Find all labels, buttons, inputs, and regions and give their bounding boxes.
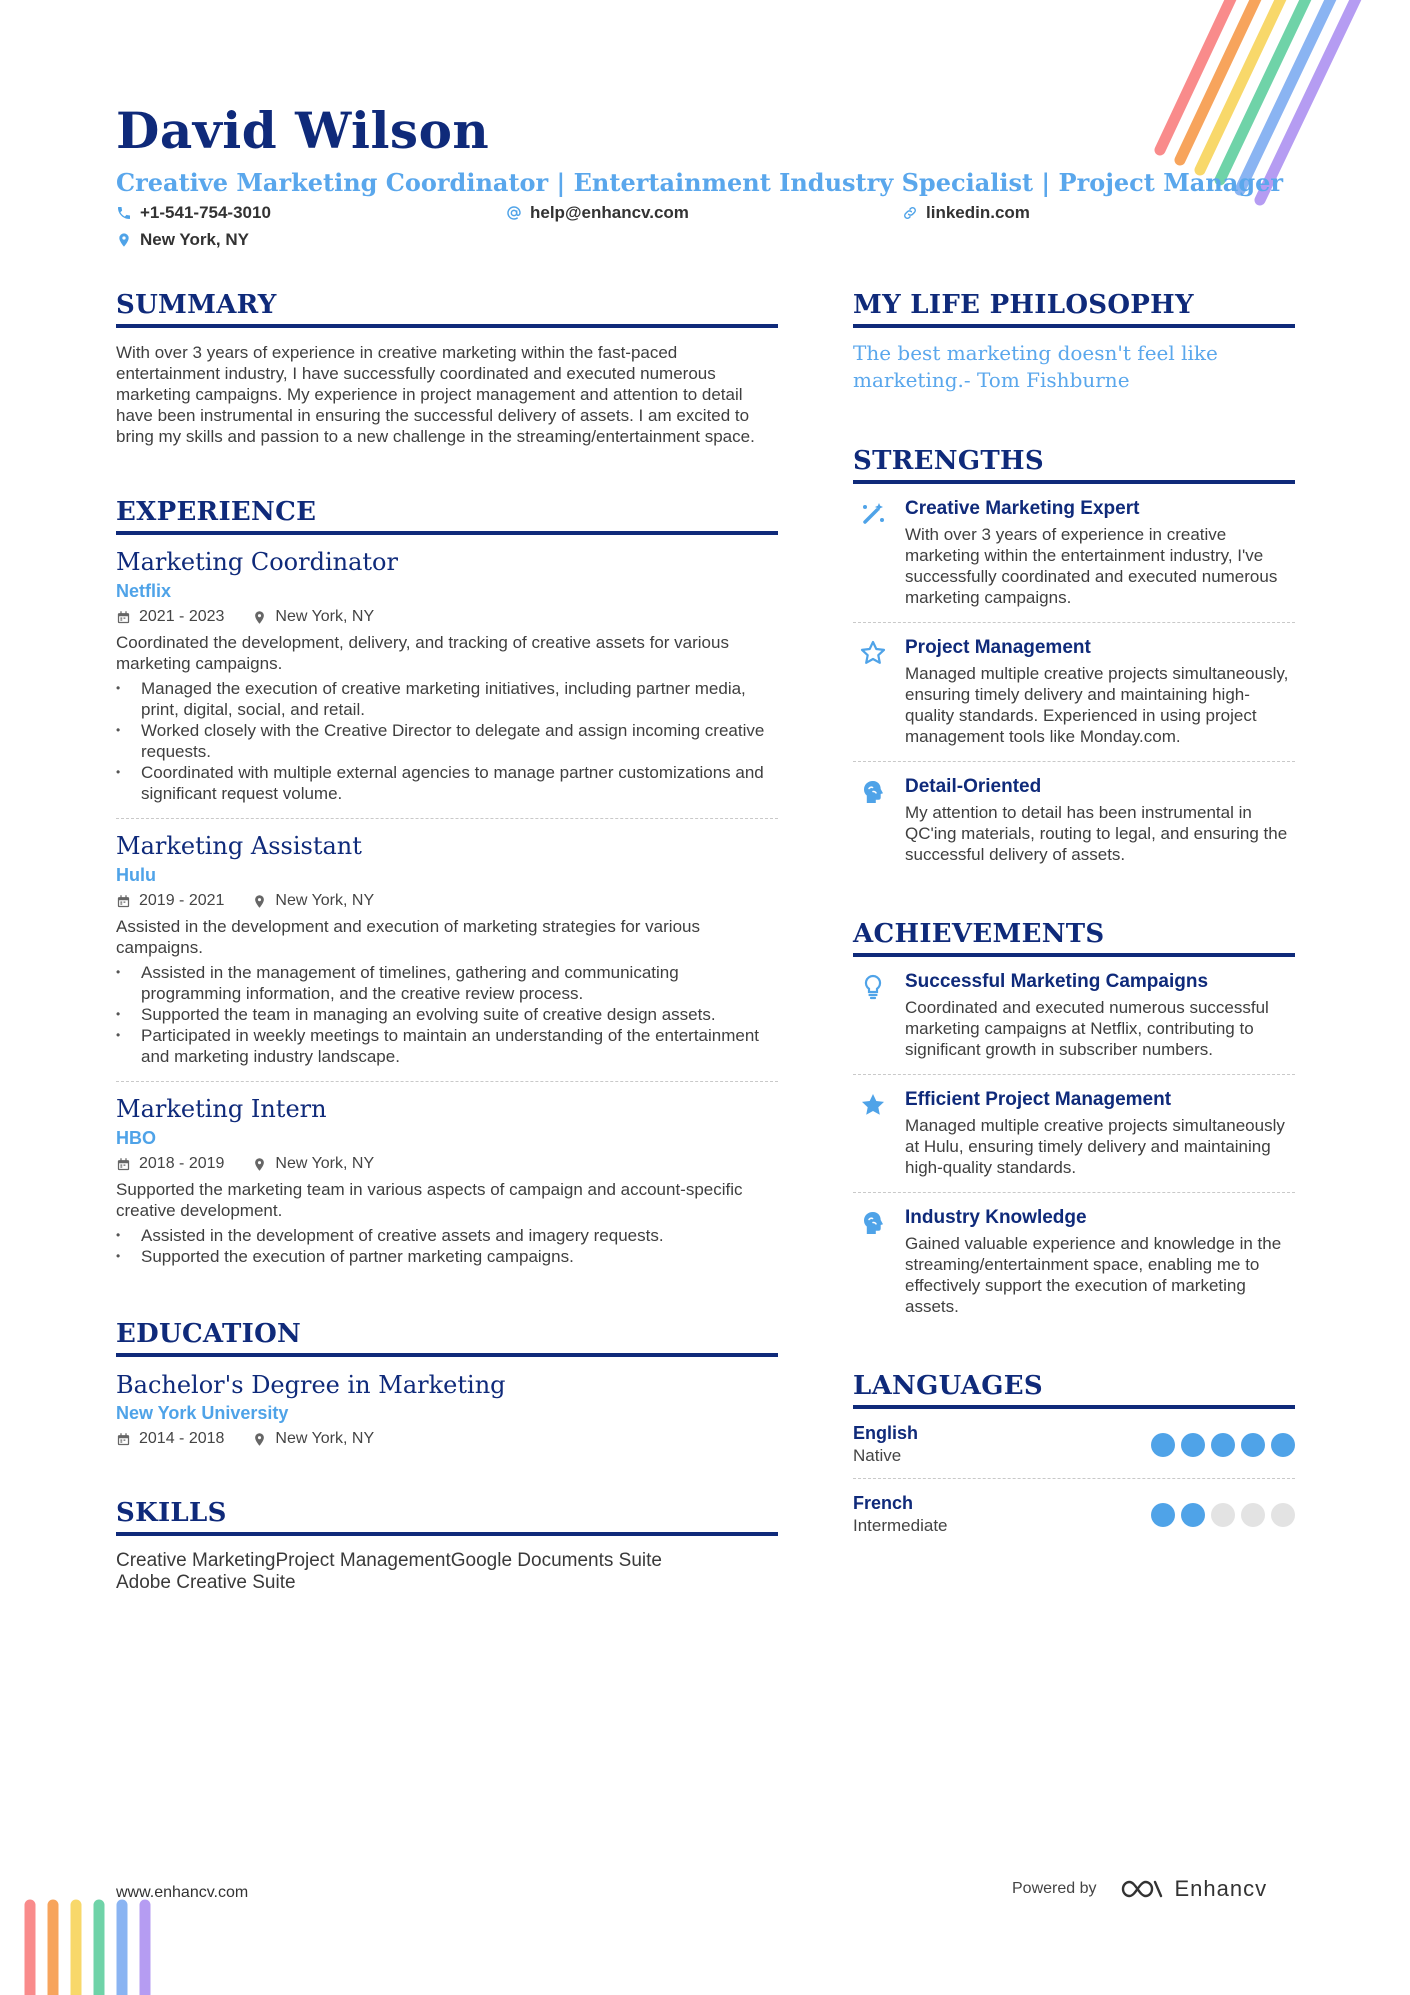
job-location: New York, NY bbox=[275, 608, 375, 625]
contact-phone[interactable] bbox=[116, 203, 271, 223]
link-icon bbox=[902, 205, 918, 221]
school-name: New York University bbox=[116, 1403, 289, 1423]
strength-title: Creative Marketing Expert bbox=[905, 498, 1140, 519]
strength-desc: My attention to detail has been instrumental in QC'ing materials, routing to legal, and ensuring the successful delivery of assets. bbox=[905, 803, 1288, 864]
strengths-section bbox=[853, 446, 1295, 879]
language-level: Intermediate bbox=[853, 1516, 948, 1535]
languages-heading: LANGUAGES bbox=[853, 1371, 1295, 1409]
job-bullets bbox=[116, 962, 778, 1067]
job-bullet: • Worked closely with the Creative Director to delegate and assign incoming creative requests. bbox=[116, 720, 778, 762]
strength-title: Detail-Oriented bbox=[905, 776, 1042, 797]
proficiency-dot-filled bbox=[1271, 1433, 1295, 1457]
job-description: Supported the marketing team in various aspects of campaign and account-specific creative development. bbox=[116, 1180, 743, 1220]
company-name: Hulu bbox=[116, 865, 156, 885]
job-description: Coordinated the development, delivery, and tracking of creative assets for various marketing campaigns. bbox=[116, 633, 729, 673]
job-meta bbox=[116, 892, 778, 910]
job-bullet: • Participated in weekly meetings to maintain an understanding of the entertainment and marketing industry landscape. bbox=[116, 1025, 778, 1067]
star-icon bbox=[859, 639, 887, 667]
achievement-item bbox=[853, 1193, 1295, 1331]
experience-section bbox=[116, 497, 778, 1281]
skills-heading: SKILLS bbox=[116, 1498, 778, 1536]
proficiency-dot-filled bbox=[1151, 1433, 1175, 1457]
contact-location bbox=[116, 230, 249, 250]
languages-section bbox=[853, 1371, 1295, 1548]
philosophy-quote: The best marketing doesn't feel like marketing.- Tom Fishburne bbox=[853, 341, 1218, 392]
brain-head-icon bbox=[859, 1209, 887, 1237]
job-bullet: • Supported the execution of partner marketing campaigns. bbox=[116, 1246, 778, 1267]
languages-list bbox=[853, 1409, 1295, 1548]
job-bullets bbox=[116, 1225, 778, 1267]
philosophy-section bbox=[853, 290, 1295, 394]
location-text: New York, NY bbox=[140, 230, 249, 249]
job-entry bbox=[116, 819, 778, 1082]
strengths-heading: STRENGTHS bbox=[853, 446, 1295, 484]
education-heading: EDUCATION bbox=[116, 1319, 778, 1357]
calendar-icon bbox=[116, 894, 131, 909]
strength-desc: With over 3 years of experience in creative marketing within the entertainment industry, I've successfully coordinated and executed numerous marketing campaigns. bbox=[905, 525, 1278, 607]
job-dates: 2019 - 2021 bbox=[139, 892, 225, 909]
company-name: Netflix bbox=[116, 581, 172, 601]
phone-icon bbox=[116, 205, 132, 221]
summary-section bbox=[116, 290, 778, 447]
language-level: Native bbox=[853, 1446, 902, 1465]
achievement-title: Efficient Project Management bbox=[905, 1089, 1172, 1110]
location-pin-icon bbox=[252, 610, 267, 625]
job-dates: 2018 - 2019 bbox=[139, 1155, 225, 1172]
contact-info bbox=[116, 201, 1296, 257]
location-pin-icon bbox=[252, 1432, 267, 1447]
language-item bbox=[853, 1479, 1295, 1548]
job-title: Marketing Intern bbox=[116, 1095, 327, 1123]
degree-title: Bachelor's Degree in Marketing bbox=[116, 1371, 506, 1399]
job-location: New York, NY bbox=[275, 1155, 375, 1172]
achievement-desc: Managed multiple creative projects simultaneously at Hulu, ensuring timely delivery and maintaining high-quality standards. bbox=[905, 1116, 1285, 1177]
brand-name: Enhancv bbox=[1174, 1876, 1268, 1901]
achievement-desc: Coordinated and executed numerous successful marketing campaigns at Netflix, contributing to significant growth in subscriber numbers. bbox=[905, 998, 1269, 1059]
job-title: Marketing Coordinator bbox=[116, 548, 398, 576]
strength-desc: Managed multiple creative projects simultaneously, ensuring timely delivery and maintaining high-quality standards. Experienced in using project management tools like Monday.com. bbox=[905, 664, 1289, 746]
strength-title: Project Management bbox=[905, 637, 1091, 658]
powered-by-label: Powered by bbox=[1012, 1880, 1097, 1897]
proficiency-dot-filled bbox=[1181, 1503, 1205, 1527]
proficiency-dots bbox=[1151, 1503, 1295, 1527]
job-dates: 2021 - 2023 bbox=[139, 608, 225, 625]
footer-website[interactable]: www.enhancv.com bbox=[116, 1884, 249, 1901]
job-bullet: • Assisted in the development of creative assets and imagery requests. bbox=[116, 1225, 778, 1246]
achievement-title: Industry Knowledge bbox=[905, 1207, 1087, 1228]
education-dates: 2014 - 2018 bbox=[139, 1430, 225, 1447]
achievement-item bbox=[853, 957, 1295, 1075]
job-description: Assisted in the development and execution of marketing strategies for various campaigns. bbox=[116, 917, 700, 957]
candidate-headline: Creative Marketing Coordinator | Entertainment Industry Specialist | Project Manager bbox=[116, 168, 1284, 197]
strength-item bbox=[853, 484, 1295, 623]
left-column bbox=[116, 290, 778, 1644]
strength-item bbox=[853, 762, 1295, 879]
experience-heading: EXPERIENCE bbox=[116, 497, 778, 535]
contact-linkedin[interactable] bbox=[902, 203, 1030, 223]
summary-heading: SUMMARY bbox=[116, 290, 778, 328]
job-meta bbox=[116, 608, 778, 626]
job-title: Marketing Assistant bbox=[116, 832, 362, 860]
language-name: English bbox=[853, 1423, 919, 1443]
candidate-name: David Wilson bbox=[116, 101, 490, 160]
philosophy-heading: MY LIFE PHILOSOPHY bbox=[853, 290, 1295, 328]
skills-line: Adobe Creative Suite bbox=[116, 1572, 296, 1593]
proficiency-dot-filled bbox=[1211, 1433, 1235, 1457]
achievement-desc: Gained valuable experience and knowledge in the streaming/entertainment space, enabling me to effectively support the execution of marketing assets. bbox=[905, 1234, 1282, 1316]
job-bullet: • Supported the team in managing an evolving suite of creative design assets. bbox=[116, 1004, 778, 1025]
education-section bbox=[116, 1319, 778, 1448]
star-filled-icon bbox=[859, 1091, 887, 1119]
contact-email[interactable] bbox=[506, 203, 689, 223]
proficiency-dots bbox=[1151, 1433, 1295, 1457]
job-bullet: • Managed the execution of creative marketing initiatives, including partner media, print, digital, social, and retail. bbox=[116, 678, 778, 720]
skills-section bbox=[116, 1498, 778, 1594]
location-pin-icon bbox=[252, 1157, 267, 1172]
language-item bbox=[853, 1409, 1295, 1479]
linkedin-url: linkedin.com bbox=[926, 203, 1030, 222]
proficiency-dot-filled bbox=[1181, 1433, 1205, 1457]
at-sign-icon bbox=[506, 205, 522, 221]
email-address: help@enhancv.com bbox=[530, 203, 689, 222]
proficiency-dot-filled bbox=[1241, 1433, 1265, 1457]
company-name: HBO bbox=[116, 1128, 156, 1148]
job-bullet: • Coordinated with multiple external agencies to manage partner customizations and significant request volume. bbox=[116, 762, 778, 804]
job-bullet: • Assisted in the management of timelines, gathering and communicating programming information, and the creative review process. bbox=[116, 962, 778, 1004]
education-location: New York, NY bbox=[275, 1430, 375, 1447]
job-location: New York, NY bbox=[275, 892, 375, 909]
calendar-icon bbox=[116, 1157, 131, 1172]
brain-head-icon bbox=[859, 778, 887, 806]
magic-wand-icon bbox=[859, 500, 887, 528]
enhancv-logo-icon bbox=[1119, 1876, 1165, 1902]
location-pin-icon bbox=[116, 232, 132, 248]
proficiency-dot-filled bbox=[1151, 1503, 1175, 1527]
resume-header bbox=[116, 100, 1296, 257]
summary-text: With over 3 years of experience in creative marketing within the fast-paced entertainment industry, I have successfully coordinated and executed numerous marketing campaigns. My experience in project management and attention to detail have been instrumental in ensuring the successful delivery of assets. I am excited to bring my skills and passion to a new challenge in the streaming/entertainment space. bbox=[116, 343, 755, 446]
location-pin-icon bbox=[252, 894, 267, 909]
job-bullets bbox=[116, 678, 778, 804]
lightbulb-icon bbox=[859, 973, 887, 1001]
job-entry bbox=[116, 1082, 778, 1281]
education-meta bbox=[116, 1430, 778, 1448]
proficiency-dot-empty bbox=[1271, 1503, 1295, 1527]
powered-by bbox=[1012, 1876, 1267, 1902]
job-entry bbox=[116, 535, 778, 819]
skills-list bbox=[116, 1550, 778, 1594]
job-meta bbox=[116, 1155, 778, 1173]
calendar-icon bbox=[116, 610, 131, 625]
achievement-title: Successful Marketing Campaigns bbox=[905, 971, 1209, 992]
language-name: French bbox=[853, 1493, 914, 1513]
strength-item bbox=[853, 623, 1295, 762]
skills-line: Creative MarketingProject ManagementGoogle Documents Suite bbox=[116, 1550, 662, 1571]
achievements-section bbox=[853, 919, 1295, 1331]
enhancv-logo[interactable] bbox=[1119, 1876, 1268, 1902]
achievement-item bbox=[853, 1075, 1295, 1193]
phone-number: +1-541-754-3010 bbox=[140, 203, 271, 222]
achievements-heading: ACHIEVEMENTS bbox=[853, 919, 1295, 957]
proficiency-dot-empty bbox=[1211, 1503, 1235, 1527]
calendar-icon bbox=[116, 1432, 131, 1447]
proficiency-dot-empty bbox=[1241, 1503, 1265, 1527]
right-column bbox=[853, 290, 1295, 1598]
